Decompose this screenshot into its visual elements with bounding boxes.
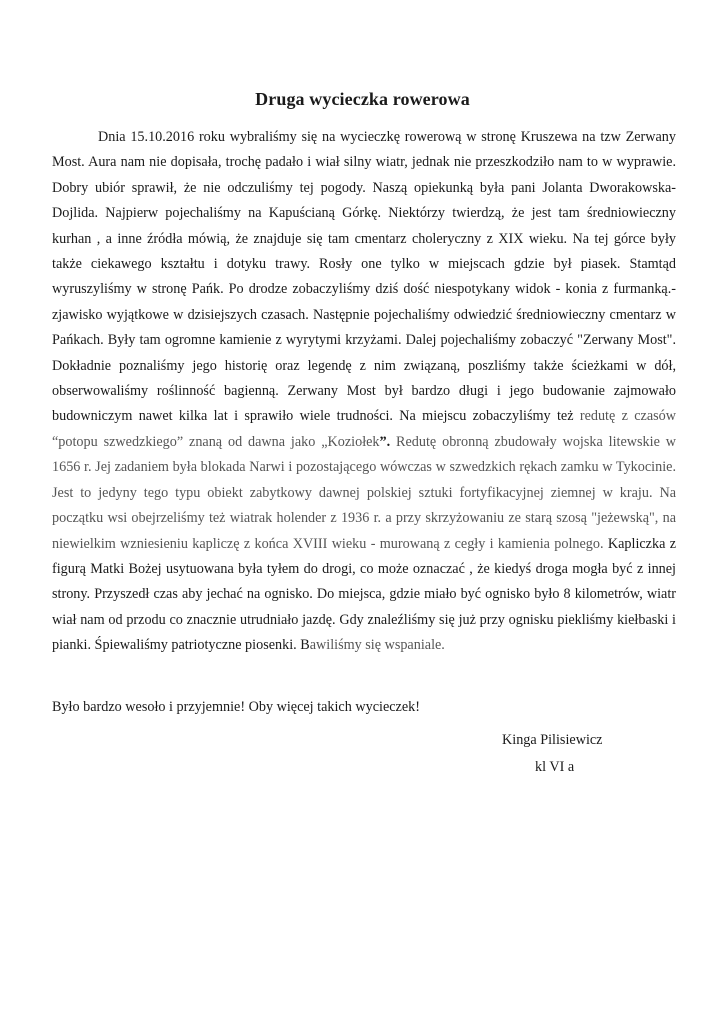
body-text-part-4: Redutę obronną zbudowały wojska litewskie w 1656 r. Jej zadaniem była blokada Narwi i pozostającego wówczas w szwedzkich rękach zamku w Tykocinie. Jest to jedyny tego typu obiekt zabytkowy dawnej polskiej sztuki fortyfikacyjnej ziemnej w kraju. Na początku wsi obejrzeliśmy też wiatrak holender z 1936 r. a przy skrzyżowaniu ze starą szosą "jeżewską", na niewielkim wzniesieniu kapliczę z końca XVIII wieku - murowaną z cegły i kamienia polnego. bbox=[52, 433, 676, 552]
closing-sentence: Było bardzo wesoło i przyjemnie! Oby więcej takich wycieczek! bbox=[52, 699, 420, 715]
document-title: Druga wycieczka rowerowa bbox=[255, 89, 470, 109]
body-text-part-5: Kapliczka z figurą Matki Bożej usytuowana była tyłem do drogi, co może oznaczać , że kiedyś droga mogła być z innej strony. Przyszedł czas aby jechać na ognisko. Do miejsca, gdzie miało być ognisko było 8 kilometrów, wiatr wiał nam od przodu co znacznie utrudniało jazdę. Gdy znaleźliśmy się już przy ognisku piekliśmy kiełbaski i pianki. Śpiewaliśmy patriotyczne piosenki. B bbox=[52, 535, 677, 654]
body-text-part-1: Dnia 15.10.2016 roku wybraliśmy się na wycieczkę rowerową w stronę Kruszewa na tzw Zerwany Most. Aura nam nie dopisała, trochę padało i wiał silny wiatr, jednak nie przeszkodziło nam to w wyprawie. Dobry ubiór sprawił, że nie odczuliśmy tej pogody. Naszą opiekunką była pani Jolanta Dworakowska-Dojlida. Najpierw pojechaliśmy na Kapuścianą Górkę. Niektórzy twierdzą, że jest tam średniowieczny kurhan , a inne źródła mówią, że znajduje się tam cmentarz choleryczny z XIX wieku. Na tej górce były także ciekawego kształtu i dotyku trawy. Rosły one tylko w miejscach gdzie był piasek. Stamtąd wyruszyliśmy w stronę Pańk. Po drodze zobaczyliśmy dziś dość niespotykany widok - konia z furmanką.- zjawisko wyjątkowe w dzisiejszych czasach. Następnie pojechaliśmy odwiedzić średniowieczny cmentarz w Pańkach. Były tam ogromne kamienie z wyrytymi krzyżami. Dalej pojechaliśmy zobaczyć "Zerwany Most". Dokładnie poznaliśmy jego historię oraz legendę z nim związaną, poszliśmy także ścieżkami w dół, obserwowaliśmy roślinność bagienną. Zerwany Most był bardzo długi i jego budowanie zajmowało budowniczym nawet kilka lat i sprawiło wiele trudności. Na miejscu zobaczyliśmy też bbox=[52, 129, 676, 425]
body-text-part-2: redutę z czasów “potopu szwedzkiego” znaną od dawna jako „Koziołek bbox=[52, 408, 676, 450]
body-text-part-3: ”. bbox=[379, 433, 391, 450]
author-name: Kinga Pilisiewicz bbox=[502, 732, 603, 748]
author-class: kl VI a bbox=[535, 759, 575, 775]
body-text-part-6: awiliśmy się wspaniale. bbox=[309, 637, 445, 654]
body-paragraph bbox=[52, 125, 676, 659]
